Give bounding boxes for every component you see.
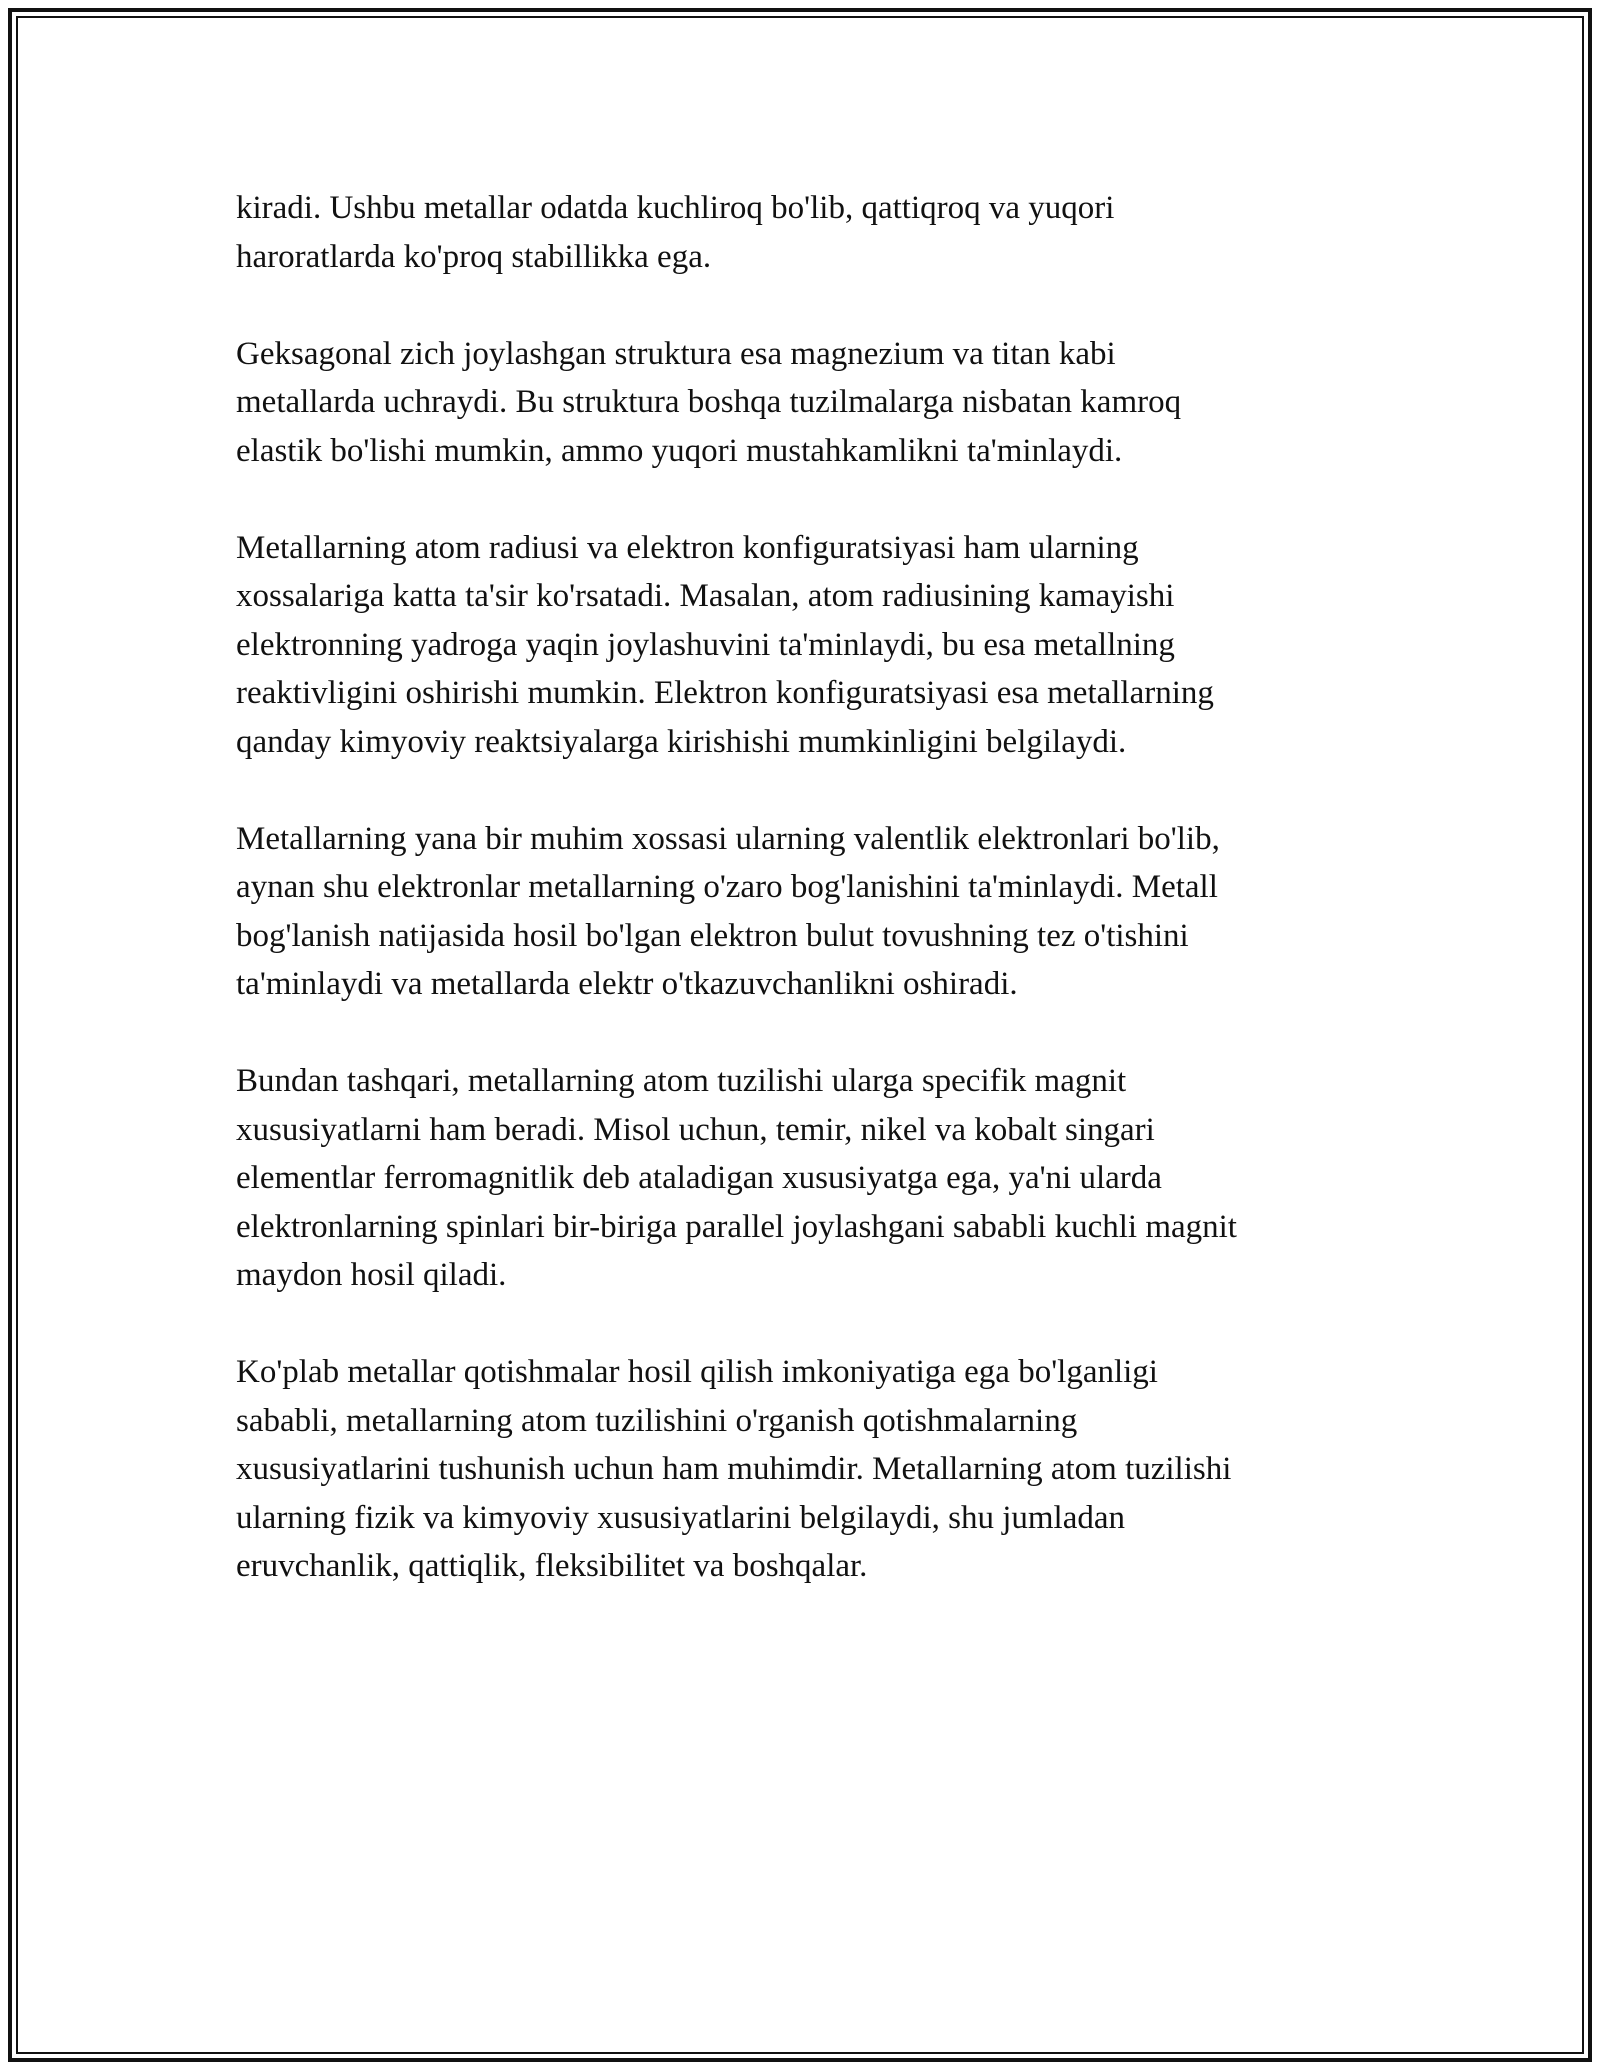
text-line: metallarda uchraydi. Bu struktura boshqa tuzilmalarga nisbatan kamroq — [236, 384, 1182, 420]
text-line: Geksagonal zich joylashgan struktura esa magnezium va titan kabi — [236, 335, 1116, 372]
text-line: haroratlarda ko'proq stabillikka ega. — [236, 238, 712, 275]
text-line: xususiyatlarni ham beradi. Misol uchun, temir, nikel va kobalt singari — [236, 1111, 1155, 1148]
text-line: sababli, metallarning atom tuzilishini o'rganish qotishmalarning — [236, 1402, 1078, 1439]
text-line: aynan shu elektronlar metallarning o'zaro bog'lanishini ta'minlaydi. Metall — [236, 869, 1218, 905]
text-line: xususiyatlarini tushunish uchun ham muhimdir. Metallarning atom tuzilishi — [236, 1451, 1232, 1487]
text-line: eruvchanlik, qattiqlik, fleksibilitet va boshqalar. — [236, 1548, 868, 1584]
text-line: reaktivligini oshirishi mumkin. Elektron konfiguratsiyasi esa metallarning — [236, 675, 1214, 711]
text-line: ta'minlaydi va metallarda elektr o'tkazuvchanlikni oshiradi. — [236, 966, 1018, 1002]
text-line: qanday kimyoviy reaktsiyalarga kirishishi mumkinligini belgilaydi. — [236, 723, 1127, 760]
paragraph — [236, 330, 1366, 476]
paragraph — [236, 1348, 1366, 1591]
text-line: elektronlarning spinlari bir-biriga parallel joylashgani sababli kuchli magnit — [236, 1208, 1237, 1245]
document-body — [236, 184, 1366, 1591]
text-line: elastik bo'lishi mumkin, ammo yuqori mustahkamlikni ta'minlaydi. — [236, 432, 1123, 469]
text-line: Ko'plab metallar qotishmalar hosil qilish imkoniyatiga ega bo'lganligi — [236, 1354, 1158, 1390]
text-line: bog'lanish natijasida hosil bo'lgan elektron bulut tovushning tez o'tishini — [236, 917, 1189, 954]
text-line: Metallarning atom radiusi va elektron konfiguratsiyasi ham ularning — [236, 529, 1139, 566]
text-line: maydon hosil qiladi. — [236, 1257, 507, 1293]
text-line: Bundan tashqari, metallarning atom tuzilishi ularga specifik magnit — [236, 1063, 1127, 1099]
text-line: Metallarning yana bir muhim xossasi ularning valentlik elektronlari bo'lib, — [236, 820, 1220, 857]
paragraph — [236, 1057, 1366, 1300]
paragraph — [236, 815, 1366, 1009]
text-line: ularning fizik va kimyoviy xususiyatlarini belgilaydi, shu jumladan — [236, 1499, 1126, 1536]
paragraph — [236, 184, 1366, 281]
text-line: elementlar ferromagnitlik deb ataladigan xususiyatga ega, ya'ni ularda — [236, 1160, 1162, 1196]
text-line: xossalariga katta ta'sir ko'rsatadi. Masalan, atom radiusining kamayishi — [236, 578, 1175, 614]
paragraph — [236, 524, 1366, 767]
text-line: elektronning yadroga yaqin joylashuvini ta'minlaydi, bu esa metallning — [236, 626, 1175, 663]
text-line: kiradi. Ushbu metallar odatda kuchliroq bo'lib, qattiqroq va yuqori — [236, 190, 1115, 226]
